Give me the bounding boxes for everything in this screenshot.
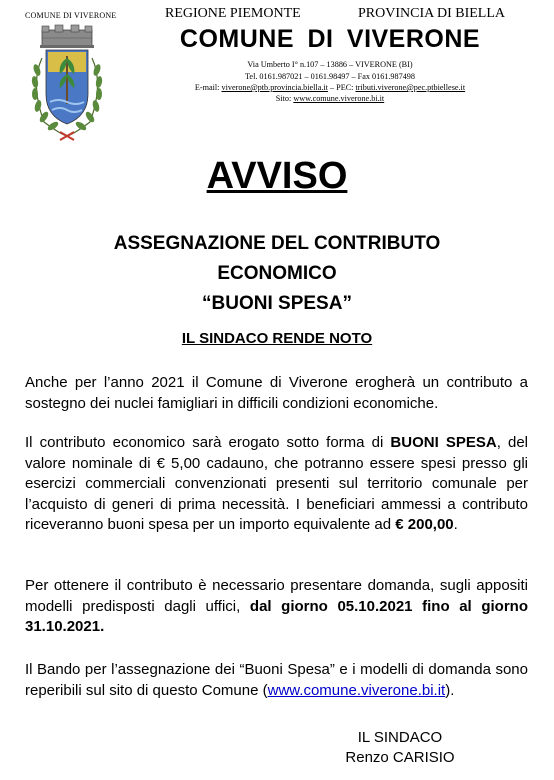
announcement-heading: IL SINDACO RENDE NOTO <box>181 330 373 347</box>
subject-line-2: ECONOMICO <box>217 263 337 284</box>
province-label: PROVINCIA DI BIELLA <box>358 6 505 21</box>
website-link[interactable]: www.comune.viverone.bi.it <box>267 681 446 699</box>
shield-icon <box>46 50 88 124</box>
email-prefix: E-mail: <box>194 83 222 92</box>
municipal-crest-logo <box>22 24 112 142</box>
paragraph-website <box>25 660 528 701</box>
address-line: Via Umberto I° n.107 – 13886 – VIVERONE (BI) <box>247 60 413 69</box>
phone-line: Tel. 0161.987021 – 0161.98497 – Fax 0161.987498 <box>245 72 415 81</box>
crown-icon <box>40 25 94 48</box>
email-link[interactable]: viverone@ptb.provincia.biella.it <box>221 83 328 92</box>
p2-buoni-spesa: BUONI SPESA <box>390 434 497 451</box>
email-line <box>165 82 495 93</box>
paragraph-application <box>25 576 528 638</box>
notice-subject <box>0 229 554 319</box>
p3-dates: dal giorno 05.10.2021 fino al giorno 31.10.2021. <box>25 597 528 635</box>
paragraph-vouchers <box>25 433 528 536</box>
notice-title: AVVISO <box>206 155 348 197</box>
signature-name: Renzo CARISIO <box>345 749 455 766</box>
subject-line-3: “BUONI SPESA” <box>202 293 352 314</box>
p2-text-a: Il contributo economico sarà erogato sotto forma di <box>25 434 391 451</box>
site-prefix: Sito: <box>275 94 294 103</box>
p4-text-b: ). <box>445 681 455 699</box>
p2-text-c: , del valore nominale di € 5,00 cadauno, che potranno essere spesi presso gli esercizi commerciali convenzionati presenti sul territorio comunale per l’acquisto di generi di prima necessità. I beneficiari ammessi a contributo riceveranno buoni spesa per un importo equivalente ad <box>25 434 528 533</box>
site-link[interactable]: www.comune.viverone.bi.it <box>293 94 385 103</box>
crest-label: COMUNE DI VIVERONE <box>25 11 117 20</box>
comune-title: COMUNE DI VIVERONE <box>179 25 481 53</box>
region-label: REGIONE PIEMONTE <box>165 6 301 21</box>
p3-text-a: Per ottenere il contributo è necessario presentare domanda, sugli appositi modelli predisposti dagli uffici, <box>25 577 528 615</box>
subject-line-1: ASSEGNAZIONE DEL CONTRIBUTO <box>113 233 441 254</box>
signature-role: IL SINDACO <box>357 729 443 746</box>
paragraph-intro: Anche per l’anno 2021 il Comune di Viverone erogherà un contributo a sostegno dei nuclei famigliari in difficili condizioni economiche. <box>25 374 528 412</box>
p2-text-e: . <box>453 516 458 533</box>
pec-link[interactable]: tributi.viverone@pec.ptbiellese.it <box>355 83 466 92</box>
p4-text-a: Il Bando per l’assegnazione dei “Buoni Spesa” e i modelli di domanda sono reperibili sul sito di questo Comune ( <box>25 661 528 699</box>
p2-amount: € 200,00 <box>395 516 454 533</box>
site-line <box>165 93 495 104</box>
pec-prefix: – PEC: <box>327 83 356 92</box>
